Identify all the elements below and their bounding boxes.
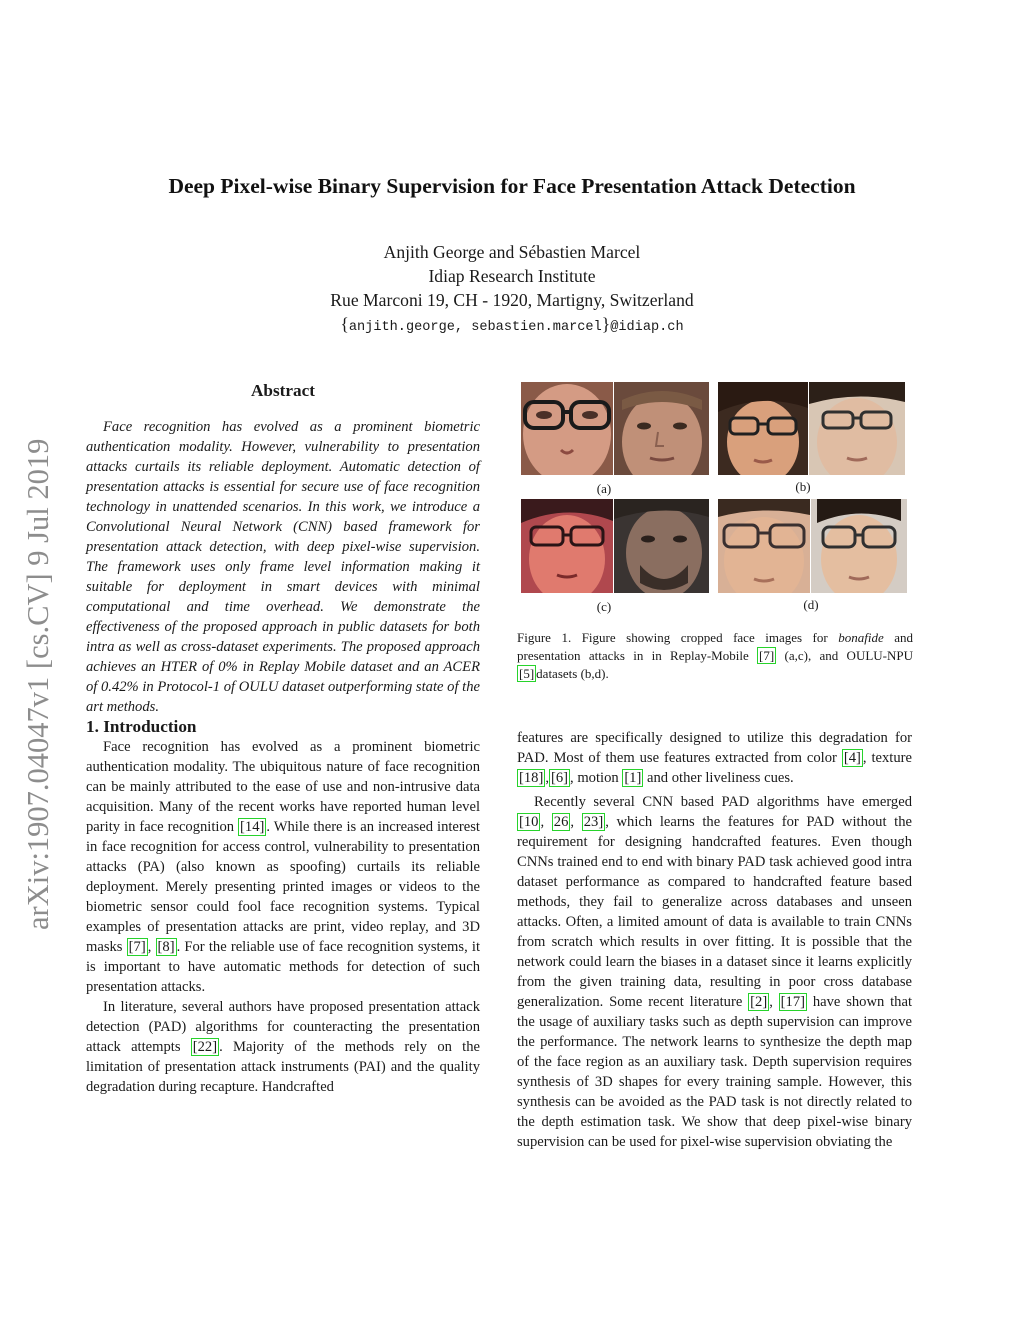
figure-label-c: (c) [596,599,612,614]
figure-image-a-bonafide [521,382,613,475]
author-address: Rue Marconi 19, CH - 1920, Martigny, Switzerland [330,290,694,310]
citation-link[interactable]: [5] [519,666,535,681]
arxiv-side-stamp: arXiv:1907.04047v1 [cs.CV] 9 Jul 2019 [21,438,55,930]
intro-paragraph-2: In literature, several authors have proposed presentation attack detection (PAD) algorithms for counteracting the presentation attack attempts [22] . Majority of the methods rely on the limitation of presentation attack instruments (PAI) and the quality degradation during recapture. Handcrafted [86,999,480,1095]
intro-paragraph-1: Face recognition has evolved as a prominent biometric authentication modality. The ubiquitous nature of face recognition can be mainly attributed to the ease of use and non-intrusive data acquisition. Many of the recent works have reported human level parity in face recognition [14] . While there is an increased interest in face recognition for access control, vulnerability to presentation attacks (PA) (also known as spoofing) curtails its reliable deployment. Merely presenting printed images or videos to the biometric sensor could fool face recognition systems. Typical examples of presentation attacks are print, video replay, and 3D masks [7] , [8] . For the reliable use of face recognition systems, it is important to have automatic methods for detection of such presentation attacks. [86,739,480,995]
introduction-heading: 1. Introduction [86,717,197,736]
figure-label-a: (a) [596,481,612,496]
citation-link[interactable]: [7] [759,648,775,663]
figure-image-d-attack-2 [811,499,907,593]
abstract-heading: Abstract [251,381,315,400]
figure-image-c-attack-2 [614,499,709,593]
left-column [86,376,480,1097]
author-block [0,240,1024,340]
citation-link[interactable]: [6] [550,770,569,786]
right-paragraph-1: features are specifically designed to utilize this degradation for PAD. Most of them use features extracted from color [4] , texture [18] , [6] , motion [1] and other liveliness cues. [517,730,912,786]
right-paragraph-2: Recently several CNN based PAD algorithms have emerged [10 , 26 , 23] , which learns the features for PAD without the requirement for designing handcrafted features. Even though CNNs trained end to end with binary PAD task achieved good intra dataset performance as compared to handcrafted feature based methods, they fail to generalize across databases and unseen attacks. Often, a limited amount of data is available to train CNNs from scratch which results in over fitting. It is possible that the network could learn the biases in a dataset since it learns explicitly from the given training data, resulting in poor cross database generalization. Some recent literature [2] , [17] have shown that the usage of auxiliary tasks such as depth supervision can improve the performance. The network learns to synthesize the depth map of the face region as an auxiliary task. Depth supervision requires synthesis of 3D shapes for every training sample. However, this synthesis can be avoided as the PAD task is not directly related to the depth estimation task. We show that deep pixel-wise binary supervision can be used for pixel-wise supervision obviating the [517,794,913,1150]
citation-link[interactable]: [7] [128,939,146,955]
figure-image-a-attack [614,382,709,475]
citation-link[interactable]: [8] [157,939,175,955]
figure-image-c-attack-1 [521,499,613,593]
figure-label-b: (b) [795,479,811,494]
figure-image-d-attack-1 [718,499,810,593]
citation-link[interactable]: [18] [519,770,544,786]
figure-image-b-bonafide [718,382,808,475]
figure-label-d: (d) [803,597,819,612]
citation-link[interactable]: [17] [780,994,805,1010]
citation-link[interactable]: [22] [192,1039,218,1055]
citation-link[interactable]: [1] [624,770,642,786]
author-names: Anjith George and Sébastien Marcel [383,242,641,262]
citation-link[interactable]: [4] [843,750,861,766]
figure-image-b-attack [809,382,905,475]
citation-link[interactable]: [2] [750,994,768,1010]
citation-link[interactable]: 26 [553,814,569,830]
author-email: {anjith.george, sebastien.marcel}@idiap.ch [340,314,684,335]
citation-link[interactable]: [10 [519,814,539,830]
citation-link[interactable]: 23] [583,814,604,830]
paper-title: Deep Pixel-wise Binary Supervision for Face Presentation Attack Detection [168,174,856,198]
citation-link[interactable]: [14] [240,819,265,835]
figure-caption: Figure 1. Figure showing cropped face images for bonafide and presentation attacks in in Replay-Mobile [7] (a,c), and OULU-NPU [5] datasets (b,d). [517,630,913,681]
right-column [517,728,912,1152]
author-institute: Idiap Research Institute [428,266,596,286]
abstract-text: Face recognition has evolved as a prominent biometric authentication modality. However, vulnerability to presentation attacks curtails its reliable deployment. Automatic detection of presentation attacks is essential for secure use of face recognition technology in unattended scenarios. In this work, we introduce a Convolutional Neural Network (CNN) based framework for presentation attack detection, with deep pixel-wise supervision. The framework uses only frame level information making it suitable for deployment in smart devices with minimal computational and time overhead. We demonstrate the effectiveness of the proposed approach in public datasets for both intra as well as cross-dataset experiments. The proposed approach achieves an HTER of 0% in Replay Mobile dataset and an ACER of 0.42% in Protocol-1 of OULU dataset outperforming state of the art methods. [86,419,480,715]
